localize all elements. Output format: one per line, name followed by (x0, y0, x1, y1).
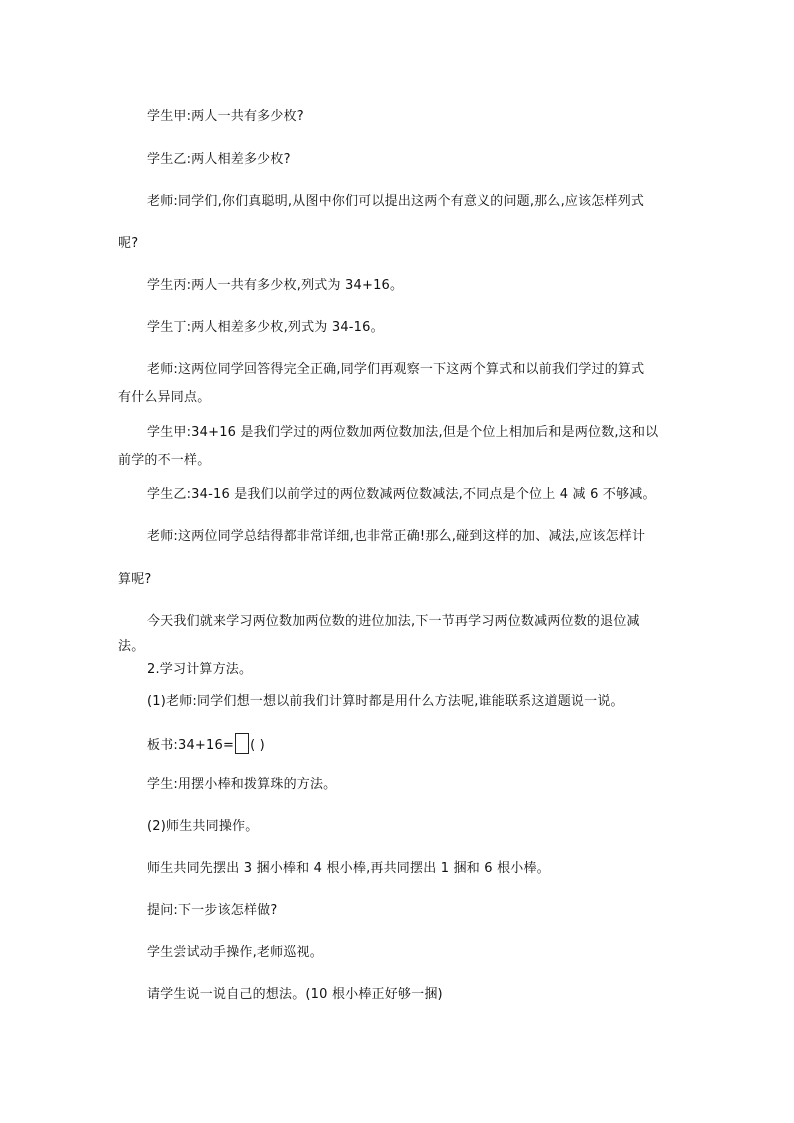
board-equation (147, 733, 265, 755)
paragraph: 学生甲:34+16 是我们学过的两位数加两位数加法,但是个位上相加后和是两位数,这和以 (147, 425, 659, 440)
paragraph: 老师:同学们,你们真聪明,从图中你们可以提出这两个有意义的问题,那么,应该怎样列式 (147, 194, 645, 209)
paragraph: 学生甲:两人一共有多少枚? (147, 109, 304, 124)
paragraph: 学生丁:两人相差多少枚,列式为 34-16。 (147, 320, 384, 335)
paragraph: 请学生说一说自己的想法。(10 根小棒正好够一捆) (147, 987, 443, 1002)
answer-parentheses: ( ) (250, 738, 265, 753)
paragraph: 学生乙:两人相差多少枚? (147, 152, 291, 167)
answer-box (235, 733, 249, 754)
board-equation-text: 板书:34+16= (147, 738, 235, 753)
paragraph-continuation: 呢? (118, 236, 139, 251)
paragraph: (2)师生共同操作。 (147, 819, 259, 834)
paragraph: 今天我们就来学习两位数加两位数的进位加法,下一节再学习两位数减两位数的退位减 (147, 614, 640, 629)
paragraph-continuation: 算呢? (118, 572, 152, 587)
paragraph-continuation: 有什么异同点。 (118, 390, 211, 405)
paragraph: 学生乙:34-16 是我们以前学过的两位数减两位数减法,不同点是个位上 4 减 6 不够减。 (147, 487, 656, 502)
paragraph: 学生丙:两人一共有多少枚,列式为 34+16。 (147, 278, 404, 293)
paragraph-continuation: 法。 (118, 639, 145, 654)
paragraph: 老师:这两位同学总结得都非常详细,也非常正确!那么,碰到这样的加、减法,应该怎样计 (147, 529, 646, 544)
paragraph-continuation: 前学的不一样。 (118, 453, 211, 468)
paragraph: 师生共同先摆出 3 捆小棒和 4 根小棒,再共同摆出 1 捆和 6 根小棒。 (147, 861, 550, 876)
section-heading: 2.学习计算方法。 (147, 662, 253, 677)
paragraph: (1)老师:同学们想一想以前我们计算时都是用什么方法呢,谁能联系这道题说一说。 (147, 694, 624, 709)
paragraph: 学生尝试动手操作,老师巡视。 (147, 945, 323, 960)
paragraph: 提问:下一步该怎样做? (147, 903, 278, 918)
paragraph: 老师:这两位同学回答得完全正确,同学们再观察一下这两个算式和以前我们学过的算式 (147, 362, 645, 377)
paragraph: 学生:用摆小棒和拨算珠的方法。 (147, 777, 337, 792)
